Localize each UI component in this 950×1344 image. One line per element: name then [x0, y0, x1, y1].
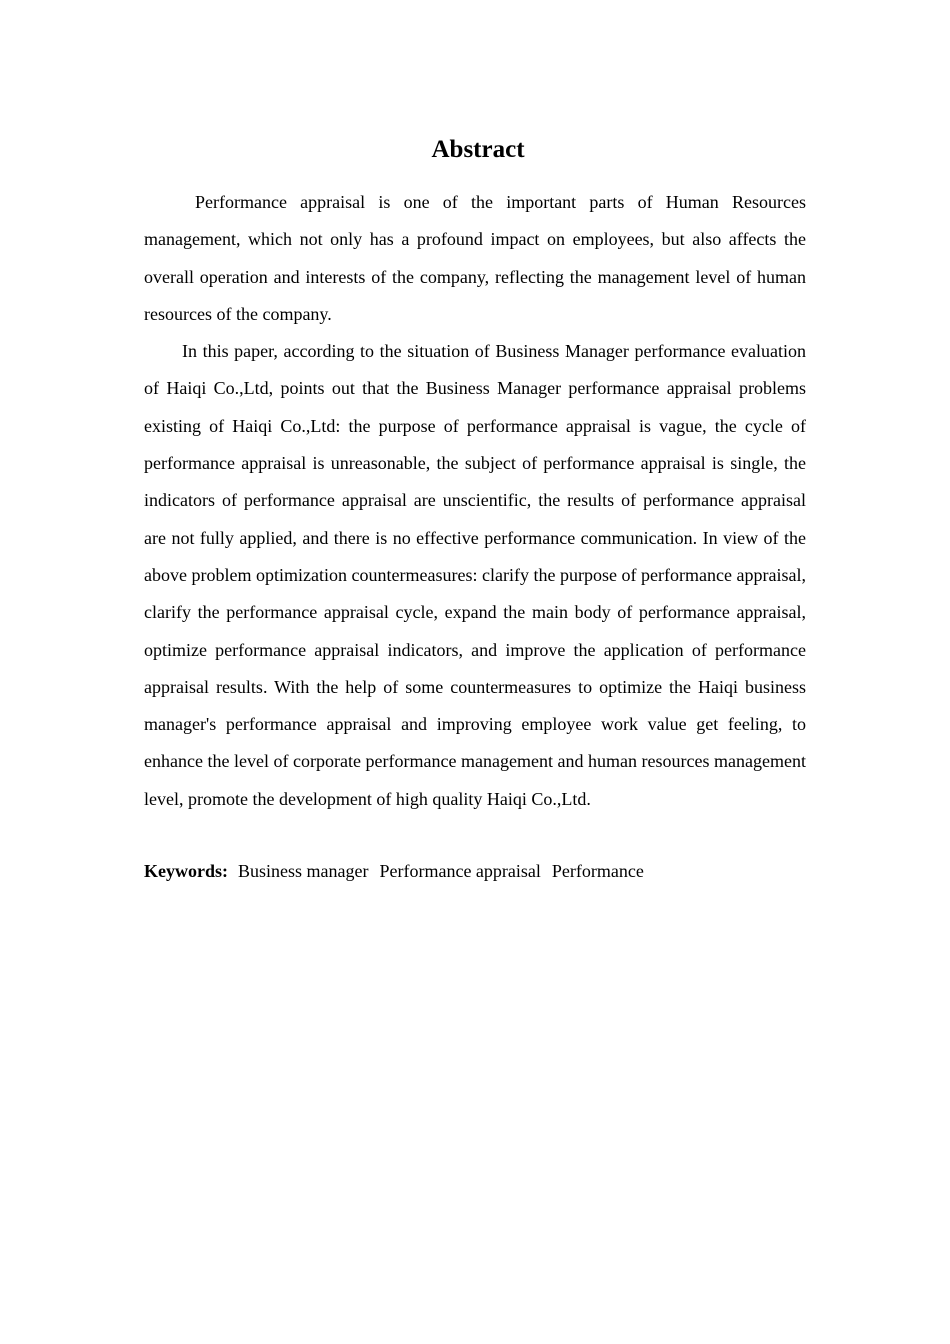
keyword-item: Business manager: [238, 861, 369, 882]
keyword-item: Performance: [551, 861, 644, 882]
abstract-title: Abstract: [431, 136, 525, 163]
keywords-label: Keywords:: [144, 861, 228, 882]
abstract-section: [144, 130, 806, 890]
keyword-item: Performance appraisal: [379, 861, 541, 882]
abstract-paragraph-2: In this paper, according to the situation of Business Manager performance evaluation of Haiqi Co.,Ltd, points out that the Business Manager performance appraisal problems existing of Haiqi Co.,Ltd: the purpose of performance appraisal is vague, the cycle of performance appraisal is unreasonable, the subject of performance appraisal is single, the indicators of performance appraisal are unscientific, the results of performance appraisal are not fully applied, and there is no effective performance communication. In view of the above problem optimization countermeasures: clarify the purpose of performance appraisal, clarify the performance appraisal cycle, expand the main body of performance appraisal, optimize performance appraisal indicators, and improve the application of performance appraisal results. With the help of some countermeasures to optimize the Haiqi business manager's performance appraisal and improving employee work value get feeling, to enhance the level of corporate performance management and human resources management level, promote the development of high quality Haiqi Co.,Ltd.: [144, 341, 806, 809]
abstract-paragraph-1: Performance appraisal is one of the important parts of Human Resources management, which not only has a profound impact on employees, but also affects the overall operation and interests of the company, reflecting the management level of human resources of the company.: [144, 192, 806, 324]
keywords-line: [144, 853, 806, 890]
